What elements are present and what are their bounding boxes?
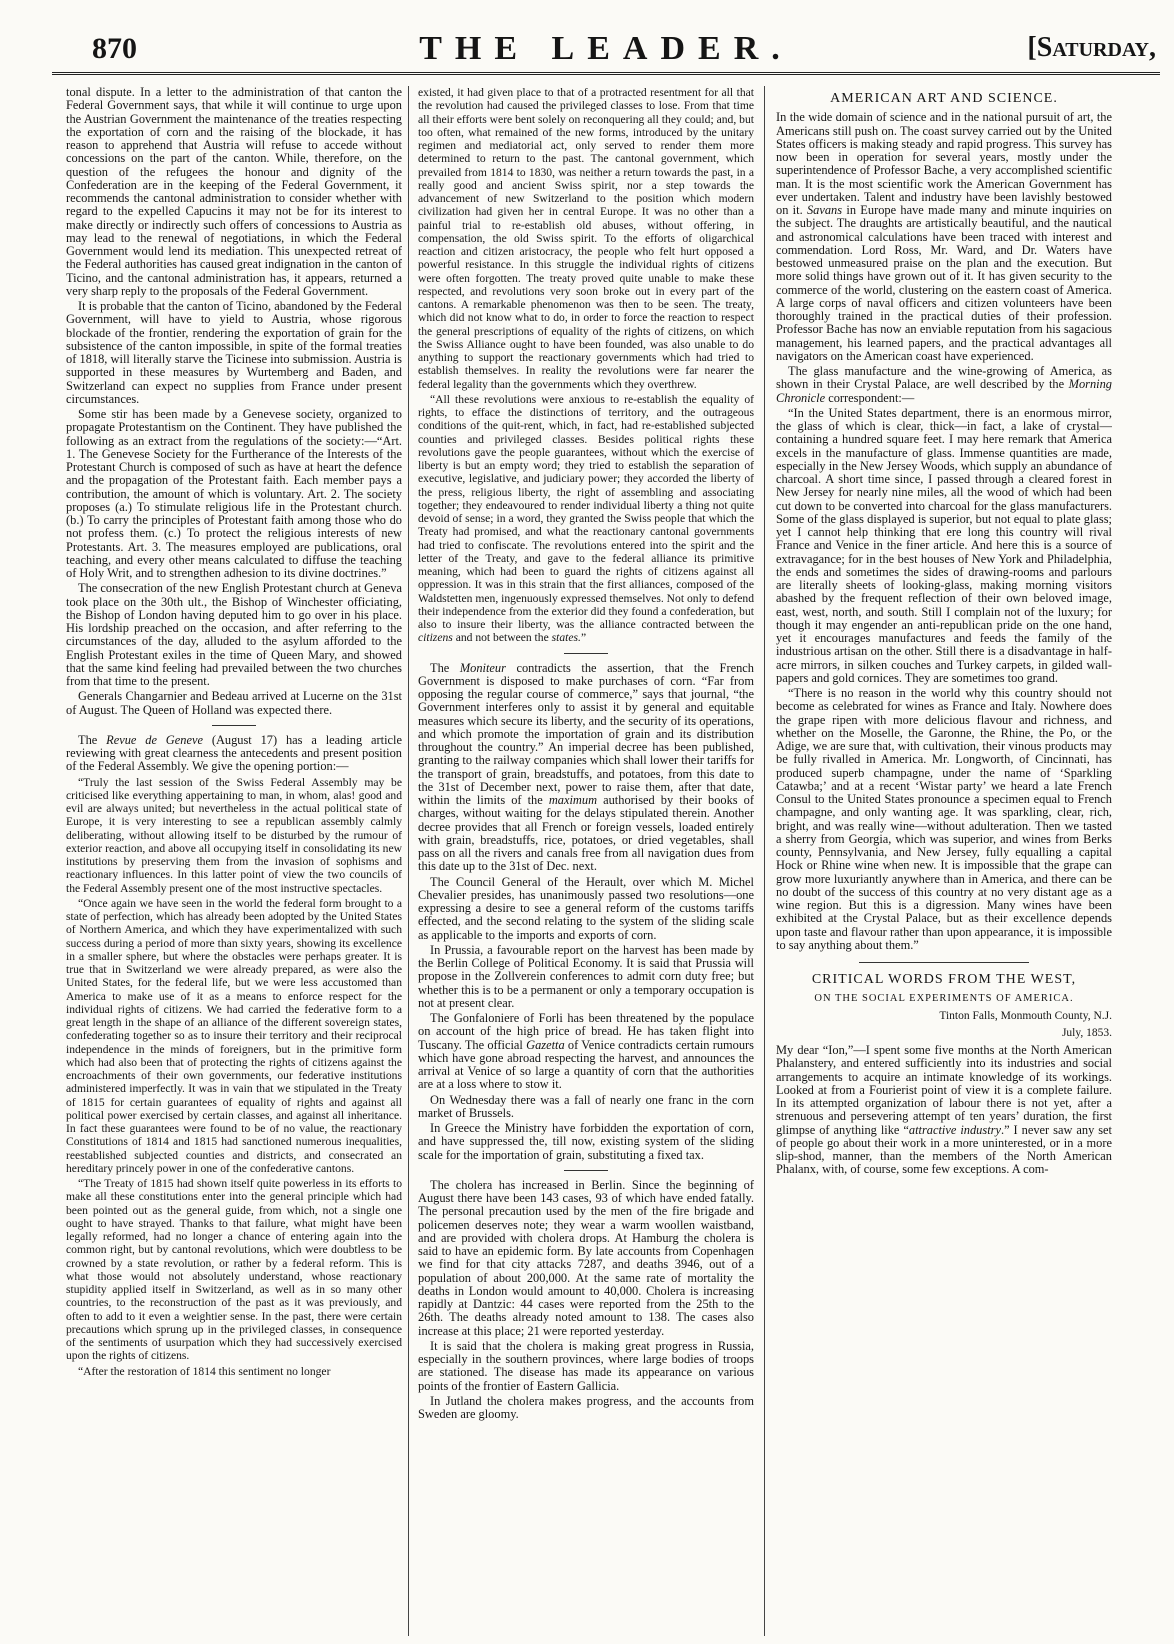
- article-heading: AMERICAN ART AND SCIENCE.: [830, 91, 1058, 106]
- quoted-paragraph: “The Treaty of 1815 had shown itself quite powerless in its efforts to make all these constitutions enter into the general principle which had been pointed out as the general guide, from which, not a single one ought to have strayed. Thanks to that failure, what might have been legally reformed, had no longer a chance of entering again into the common right, but by cantonal revolutions, which were doubtless to be crowned by a state revolution, or rather by a federal reform. This is what those would not absolutely understand, whose reactionary stupidity applied itself in Switzerland, as well as in so many other countries, to the reconstruction of the past as it was previously, and often to add to it even a weightier sense. In the past, there were certain precautions which sprung up in the privileged classes, in consequence of the sentiments of usurpation which they had successively exercised upon the rights of citizens.: [66, 1177, 402, 1363]
- quoted-paragraph: “Truly the last session of the Swiss Federal Assembly may be criticised like everything appertaining to man, in whom, alas! good and evil are always united; but nevertheless in the actual political state of Europe, it is very interesting to see a republican assembly calmly deliberating, without allowing itself to be disturbed by the rumour of exterior reaction, and above all occupying itself in consolidating its new institutions by preserving them from the invasion of sophisms and reactionary influences. In this latter point of view the two councils of the Federal Assembly present one of the most instructive spectacles.: [66, 775, 402, 895]
- newspaper-title: THE LEADER.: [419, 30, 793, 67]
- paragraph: The cholera has increased in Berlin. Since the beginning of August there have been 143 cases, 93 of which have ended fatally. The personal precaution used by the men of the fire brigade and policemen deserves note; they wear a warm woollen waistband, and are provided with cholera drops. At Hamburg the cholera is said to have an epidemic form. By late accounts from Copenhagen we find for that city attacks 7287, and deaths 3946, out of a population of about 200,000. At the same rate of mortality the deaths in London would amount to 40,000. Cholera is increasing rapidly at Dantzic: 44 cases were reported from the 25th to the 26th. The deaths already noted amount to 138. The cases also increase at this place; 21 were reported yesterday.: [418, 1177, 754, 1338]
- article-subheading: ON THE SOCIAL EXPERIMENTS OF AMERICA.: [814, 993, 1074, 1005]
- quoted-paragraph: “In the United States department, there is an enormous mirror, the glass of which is clear, thick—in fact, a lake of crystal—containing a hundred square feet. I may here remark that America excels in the manufacture of glass. Immense quantities are made, especially in the New Jersey Woods, which supply an abundance of charcoal. A short time since, I passed through a cleared forest in New Jersey for nearly nine miles, all the wood of which had been cut down to be converted into charcoal for the glass manufacturers. Some of the glass displayed is superior, but not equal to plate glass; yet I cannot help thinking that ere long this country will rival France and Venice in the finer article. And here this is a source of extravagance; for in the best houses of New York and Philadelphia, the ends and sometimes the sides of drawing-rooms and parlours are literally sheets of looking-glass, making morning visitors abashed by the frequent reflection of their own beloved image, east, west, north, and south. Still I complain not of the luxury; for though it may engender an anti-republican pride on the one hand, yet it encourages manufactures and feeds the family of the industrious artisan on the other. Still there is a disadvantage in half-acre mirrors, in silken couches and Turkey carpets, in gilded wall-papers and gold cornices. They are sometimes too grand.: [776, 405, 1112, 685]
- quoted-paragraph: existed, it had given place to that of a protracted resentment for all that the revolution had caused the privileged classes to lose. From that time all their efforts were bent solely on reconquering all they could; and, but too often, what remained of the new forms, introduced by the unitary regimen and mediatorial act, only served to render them more determined to return to the past. The cantonal government, which prevailed from 1814 to 1830, was neither a return towards the past, in a really good and ancient Swiss spirit, nor a step towards the advancement of new Switzerland to the position which modern civilization had given her in central Europe. It was no other than a painful trial to re-establish old abuses, without offering, in compensation, the old Swiss spirit. To the efforts of oligarchical reaction and citizen aristocracy, the people who felt hurt opposed a powerful resistance. In this struggle the individual rights of citizens were often forgotten. The treaty proved quite unable to make these respected, and revolutions very soon broke out in every part of the cantons. A remarkable phenomenon was then to be seen. The treaty, which did not know what to do, in order to force the reaction to respect the general prescriptions of equality of the rights of citizens, on which the Swiss Alliance ought to have been founded, was also unable to do anything to support the reactionary governments which had tried to establish themselves. In reality the revolutions were far nearer the federal legality than the governments which they overthrew.: [418, 86, 754, 391]
- paragraph: My dear “Ion,”—I spent some five months at the North American Phalanstery, and entered sufficiently into its industries and social arrangements to acquire an intimate knowledge of its workings. Looked at from a Fourierist point of view it is a complete failure. In its attempted organization of labour there is not yet, after a strenuous and persevering attempt of ten years’ duration, the first glimpse of anything like “attractive industry.” I never saw any set of people go about their work in a more uninterested, or in a more slip-shod, manner, than the members of the North American Phalanx, with, of course, some few exceptions. A com-: [776, 1043, 1112, 1177]
- column-3: [776, 86, 1112, 1636]
- paragraph: It is probable that the canton of Ticino, abandoned by the Federal Government, will have to yield to Austria, whose rigorous blockade of the frontier, rendering the exportation of grain for the subsistence of the canton impossible, in spite of the formal treaties of 1818, will literally starve the Ticinese into submission. Austria is supported in these measures by Wurtemberg and Baden, and Switzerland can expect no supplies from France under present circumstances.: [66, 299, 402, 406]
- section-rule: [859, 962, 1029, 963]
- section-rule: [564, 653, 608, 654]
- paragraph: The glass manufacture and the wine-growing of America, as shown in their Crystal Palace, are well described by the Morning Chronicle correspondent:—: [776, 364, 1112, 405]
- quoted-paragraph: “Once again we have seen in the world the federal form brought to a state of perfection, which has already been adopted by the United States of Northern America, and which they have experimentalized with such success during a period of more than sixty years, showing its excellence in a smaller sphere, but where the obstacles were perhaps greater. It is true that in Switzerland we were already prepared, as were also the United States, for the federal life, but we were less accustomed than America to make use of it as a means to enforce respect for the individual rights of citizens. We had carried the federative form to a great length in the shape of an alliance of the different sovereign states, confederating together so as to insure their territory and their reciprocal independence in the minds of foreigners, but in the primitive form which had also been that of protecting the rights of citizens against the encroachments of their own governments, our federative institutions administered imperfectly. It was in vain that we stipulated in the Treaty of 1815 for certain guarantees of equality of rights and against all political power exercised by certain classes, and against all inheritance. In fact these guarantees were found to be of no value, the reactionary Constitutions of 1814 and 1815 had sanctioned numerous inequalities, reestablished subjected counties and districts, and consecrated an hereditary princely power in one of the confederative cantons.: [66, 896, 402, 1175]
- column-1: [66, 86, 402, 1636]
- quoted-paragraph: “There is no reason in the world why this country should not become as celebrated for wines as France and Italy. Nowhere does the grape ripen with more delicious flavour and richness, and whether on the Moselle, the Garonne, the Rhine, the Po, or the Adige, we are sure that, with cultivation, their vinous products may be fully rivalled in America. Mr. Longworth, of Cincinnati, has produced superb champagne, under the name of ‘Sparkling Catawba;’ and at a recent ‘Wistar party’ we heard a late French Consul to the United States pronounce a specimen equal to French champagne, and only wanting age. It was sparkling, clear, rich, bright, and was really wine—without adulteration. Then we tasted a sherry from Georgia, which was superior, and wines from Berks county, Pennsylvania, and New Jersey, fully equalling a capital Hock or Rhine wine when new. It is impossible that the grape can grow more luxuriantly anywhere than in America, and there can be no doubt of the success of this country at no very distant age as a wine region. But this is a digression. Many wines have been exhibited at the Crystal Palace, but as their excellence depends upon taste and flavour rather than upon appearance, it is impossible to say anything about them.”: [776, 686, 1112, 952]
- column-divider: [408, 86, 409, 1636]
- article-heading: CRITICAL WORDS FROM THE WEST,: [811, 972, 1077, 987]
- paragraph: In Prussia, a favourable report on the harvest has been made by the Berlin College of Political Economy. It is said that Prussia will propose in the Zollverein conferences to admit corn duty free; but whether this is to be a permanent or only a temporary occupation is not at present clear.: [418, 942, 754, 1010]
- paragraph: The Gonfaloniere of Forli has been threatened by the populace on account of the high price of bread. He has taken flight into Tuscany. The official Gazetta of Venice contradicts certain rumours which have gone abroad respecting the harvest, and announces the arrival at Venice of so large a quantity of corn that the authorities are at a loss where to stow it.: [418, 1011, 754, 1092]
- paragraph: The Revue de Geneve (August 17) has a leading article reviewing with great clearness the antecedents and present position of the Federal Assembly. We give the opening portion:—: [66, 732, 402, 774]
- paragraph: The Council General of the Herault, over which M. Michel Chevalier presides, has unanimously passed two resolutions—one expressing a desire to see a general reform of the customs tariffs effected, and the second relating to the system of the sliding scale as applicable to the imports and exports of corn.: [418, 874, 754, 942]
- masthead: [52, 22, 1160, 76]
- paragraph: On Wednesday there was a fall of nearly one franc in the corn market of Brussels.: [418, 1092, 754, 1120]
- page-number: 870: [92, 32, 137, 65]
- paragraph: It is said that the cholera is making great progress in Russia, especially in the southern provinces, where large bodies of troops are stationed. The disease has made its appearance on various points of the frontier of Eastern Gallicia.: [418, 1338, 754, 1393]
- paragraph: In the wide domain of science and in the national pursuit of art, the Americans still push on. The coast survey carried out by the United States officers is making steady and rapid progress. This survey has now been in operation for several years, mostly under the superintendence of Professor Bache, a very accomplished scientific man. It is the most scientific work the American Government has ever undertaken. Talent and industry have been lavishly bestowed on it. Savans in Europe have made many and minute inquiries on the subject. The draughts are artistically beautiful, and the nautical and astronomical calculations have been traced with interest and commendation. Lord Ross, Mr. Ward, and Dr. Waters have bestowed unmeasured praise on the plan and the execution. But more solid things have grown out of it. It has given security to the commerce of the world, clustering on the eastern coast of America. A large corps of naval officers and citizen volunteers have been thoroughly trained in the practical duties of their profession. Professor Bache has now an enviable reputation from his sagacious management, his learned papers, and the practical advantages all navigators on the American coast have experienced.: [776, 110, 1112, 363]
- paragraph: In Jutland the cholera makes progress, and the accounts from Sweden are gloomy.: [418, 1393, 754, 1421]
- section-rule: [212, 725, 256, 726]
- dateline: July, 1853.: [1061, 1026, 1112, 1039]
- paragraph: tonal dispute. In a letter to the administration of that canton the Federal Government says, that while it will continue to urge upon the Austrian Government the maintenance of the treaties respecting the exportation of corn and the raising of the blockade, it has reason to apprehend that Austria will refuse to accede without concessions on the part of the canton. While, therefore, on the question of the refugees the honour and dignity of the Confederation are in the keeping of the Federal Government, it recommends the cantonal administration to consider whether with regard to the expelled Capucins it may not be for its interest to make directly or indirectly such offers of concessions to Austria as may lead to the renewal of negotiations, in which the Federal Government would lend its mediation. This unexpected retreat of the Federal authorities has caused great indignation in the canton of Ticino, and the cantonal administration has, it appears, returned a very sharp reply to the proposals of the Federal Government.: [66, 86, 402, 298]
- quoted-paragraph: “All these revolutions were anxious to re-establish the equality of rights, to efface the distinctions of territory, and the outrageous conditions of the quit-rent, which, in fact, had re-established subjected counties and privileged classes. Besides political rights these revolutions gave the people guarantees, without which the exercise of liberty is but an empty word; they tried to establish the separation of executive, legislative, and judiciary power; they accorded the liberty of the press, religious liberty, the right of assembling and associating together; they endeavoured to render individual liberty a thing not quite devoid of sense; in a word, they granted the Swiss people that which the Treaty had promised, and what the reactionary cantonal governments had tried to confiscate. The revolutions entered into the spirit and the letter of the Treaty, and gave to the federal alliance its primitive meaning, which had been to guard the rights of citizens against all oppression. It was in this strain that the first alliances, composed of the Waldstetten men, ingenuously expressed themselves. Not only to defend their independence from the exterior did they found a confederation, but also to insure their liberty, was the alliance contracted between the citizens and not between the states.”: [418, 392, 754, 645]
- paragraph: Some stir has been made by a Genevese society, organized to propagate Protestantism on the Continent. They have published the following as an extract from the regulations of the society:—“Art. 1. The Genevese Society for the Furtherance of the Interests of the Protestant Church is composed of such as have at heart the defence and the propagation of the Protestant faith. Each member pays a contribution, the amount of which is voluntary. Art. 2. The society proposes (a.) To stimulate religious life in the Protestant church. (b.) To carry the principles of Protestant faith among those who do not profess them. (c.) To protect the religious interests of new Protestants. Art. 3. The measures employed are publications, oral teaching, and every other means calculated to diffuse the teaching of Holy Writ, and to strengthen adhesion to its divine doctrines.”: [66, 407, 402, 580]
- paragraph: The Moniteur contradicts the assertion, that the French Government is disposed to make purchases of corn. “Far from opposing the regular course of commerce,” says that journal, “the Government interferes only to assist it by general and equitable measures which secure its liberty, and the security of its operations, and which promote the importation of grain and its distribution throughout the country.” An imperial decree has been published, granting to the railway companies which shall lower their tariffs for the transport of grain, breadstuffs, and potatoes, from this date to the 31st of December next, power to raise them, after that date, within the limits of the maximum authorised by their books of charges, without waiting for the delays stipulated therein. Another decree provides that all French or foreign vessels, loaded entirely with grain, breadstuffs, rice, potatoes, or dried vegetables, shall pass on all the rivers and canals free from all navigation dues from this date up to the 31st of Dec. next.: [418, 660, 754, 874]
- header-rule: [52, 72, 1160, 75]
- paragraph: In Greece the Ministry have forbidden the exportation of corn, and have suppressed the, till now, existing system of the sliding scale for the importation of grain, substituting a fixed tax.: [418, 1121, 754, 1162]
- paragraph: The consecration of the new English Protestant church at Geneva took place on the 30th ult., the Bishop of Winchester officiating, the Bishop of London having deputed him to go over in his place. His lordship preached on the occasion, and after referring to the circumstances of the day, alluded to the asylum afforded to the English Protestant exiles in the time of Queen Mary, and showed that the same kind feeling had prevailed between the two churches from that time to the present.: [66, 581, 402, 688]
- column-2: [418, 86, 754, 1636]
- column-divider: [764, 86, 765, 1636]
- section-rule: [564, 1170, 608, 1171]
- paragraph: Generals Changarnier and Bedeau arrived at Lucerne on the 31st of August. The Queen of Holland was expected there.: [66, 689, 402, 717]
- quoted-paragraph: “After the restoration of 1814 this sentiment no longer: [78, 1364, 331, 1378]
- issue-day: [Saturday,: [1027, 32, 1156, 63]
- dateline: Tinton Falls, Monmouth County, N.J.: [939, 1009, 1112, 1022]
